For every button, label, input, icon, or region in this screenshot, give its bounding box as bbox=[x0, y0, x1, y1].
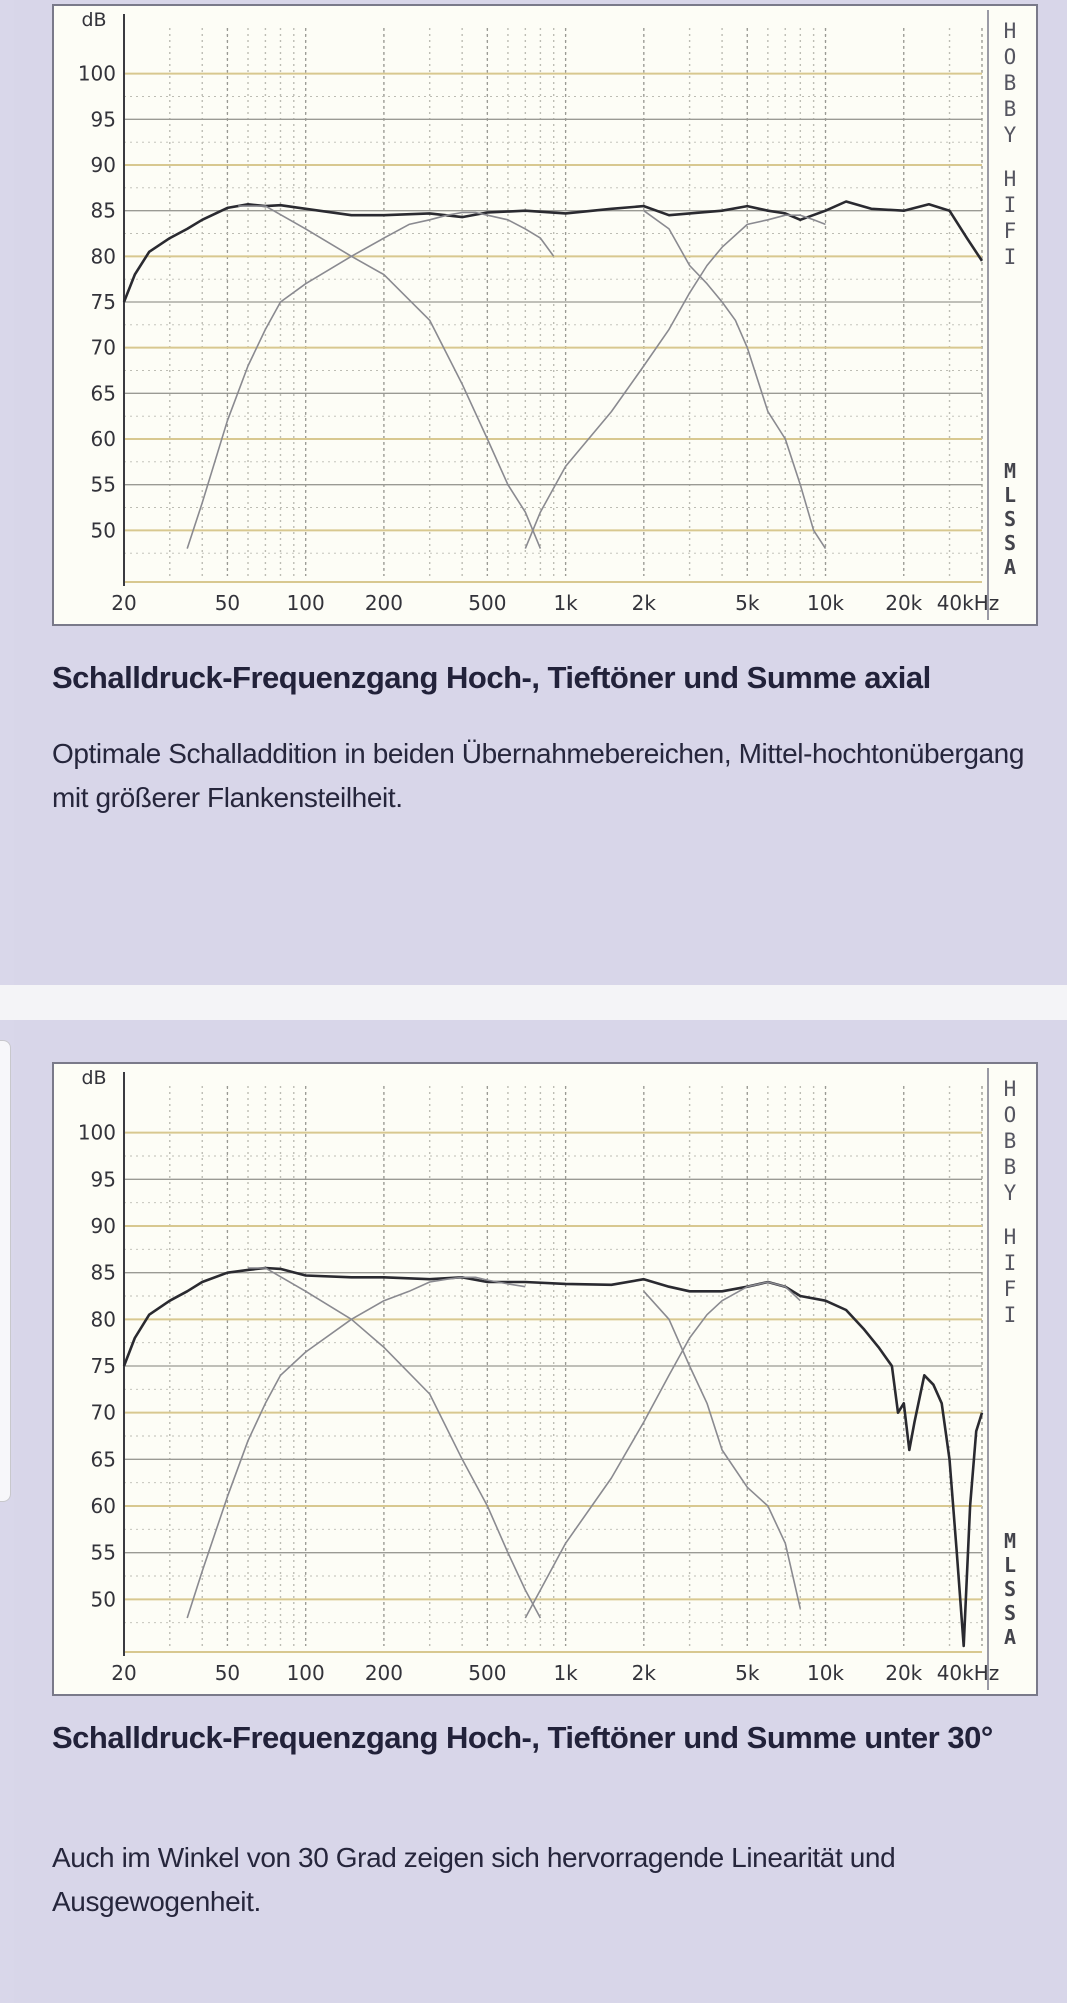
series bbox=[124, 1268, 982, 1646]
x-tick-label: 10k bbox=[806, 1661, 845, 1685]
side-brand-letter: Y bbox=[1003, 123, 1017, 147]
side-brand-letter: H bbox=[1003, 167, 1017, 191]
y-tick-label: 50 bbox=[90, 1587, 116, 1612]
side-method-letter: L bbox=[1003, 1553, 1017, 1577]
panel-separator bbox=[0, 985, 1067, 1020]
side-label-brand bbox=[1004, 1077, 1017, 1327]
chart-panel-30deg bbox=[14, 1020, 1067, 2003]
series-line-woofer bbox=[187, 213, 554, 549]
y-axis-label: dB bbox=[81, 1067, 107, 1089]
side-brand-letter: I bbox=[1003, 193, 1017, 217]
x-tick-label: 1k bbox=[553, 591, 578, 615]
y-tick-label: 60 bbox=[90, 427, 116, 451]
x-tick-label: 40kHz bbox=[936, 1661, 1000, 1685]
x-tick-label: 1k bbox=[553, 1661, 578, 1685]
y-tick-label: 65 bbox=[90, 381, 116, 406]
x-tick-label: 2k bbox=[631, 591, 656, 615]
x-tick-label: 5k bbox=[735, 591, 760, 615]
side-brand-letter: B bbox=[1003, 1155, 1017, 1179]
y-tick-label: 85 bbox=[90, 1260, 116, 1285]
y-tick-label: 75 bbox=[90, 290, 116, 314]
chart-frame bbox=[52, 4, 1038, 626]
frequency-response-chart bbox=[54, 1064, 1036, 1694]
y-tick-label: 70 bbox=[90, 335, 116, 360]
side-method-letter: S bbox=[1003, 1601, 1017, 1625]
side-brand-letter: O bbox=[1003, 45, 1017, 69]
side-method-letter: S bbox=[1003, 1577, 1017, 1601]
chart-caption-title: Schalldruck-Frequenzgang Hoch-, Tieftöner und Summe unter 30° bbox=[52, 1720, 993, 1755]
x-tick-label: 100 bbox=[286, 591, 325, 615]
side-brand-letter: F bbox=[1003, 1277, 1017, 1301]
x-tick-labels bbox=[111, 1661, 999, 1685]
side-brand-letter: B bbox=[1003, 1129, 1017, 1153]
series-line-woofer bbox=[187, 1277, 525, 1618]
series bbox=[124, 202, 982, 549]
x-tick-label: 50 bbox=[214, 1661, 241, 1685]
x-tick-label: 2k bbox=[631, 1661, 656, 1685]
y-tick-labels bbox=[78, 62, 116, 543]
x-tick-label: 20 bbox=[111, 1661, 137, 1685]
series-line-tweeter bbox=[525, 215, 825, 548]
y-tick-label: 100 bbox=[77, 61, 116, 86]
y-tick-label: 100 bbox=[77, 1120, 116, 1145]
side-method-letter: S bbox=[1003, 531, 1017, 555]
chart-caption-title: Schalldruck-Frequenzgang Hoch-, Tieftöner und Summe axial bbox=[52, 660, 931, 695]
x-tick-label: 40kHz bbox=[936, 591, 1000, 615]
side-label-method bbox=[1004, 459, 1016, 579]
y-tick-label: 95 bbox=[90, 107, 116, 132]
chart-frame bbox=[52, 1062, 1038, 1696]
y-tick-label: 55 bbox=[90, 1540, 116, 1565]
y-tick-label: 80 bbox=[90, 1307, 116, 1332]
x-tick-label: 50 bbox=[214, 591, 241, 615]
side-brand-letter: I bbox=[1003, 245, 1017, 269]
side-brand-letter: I bbox=[1003, 1303, 1017, 1327]
x-tick-label: 200 bbox=[364, 1661, 404, 1685]
side-brand-letter: O bbox=[1003, 1103, 1017, 1127]
y-tick-label: 70 bbox=[90, 1400, 116, 1425]
series-line-highpass-tweeter-cross bbox=[644, 211, 826, 549]
side-brand-letter: H bbox=[1003, 1077, 1017, 1101]
side-brand-letter: F bbox=[1003, 219, 1017, 243]
grid bbox=[124, 28, 982, 582]
chart-caption-text: Optimale Schalladdition in beiden Übernahmebereichen, Mittel-hochtonübergang mit größerer Flankensteilheit. bbox=[52, 738, 1025, 813]
series-line-lowpass-woofer-cross bbox=[238, 206, 540, 548]
y-tick-labels bbox=[78, 1121, 116, 1612]
side-brand-letter: I bbox=[1003, 1251, 1017, 1275]
x-tick-label: 500 bbox=[468, 1661, 507, 1685]
x-tick-label: 5k bbox=[735, 1661, 760, 1685]
side-brand-letter: H bbox=[1003, 1225, 1017, 1249]
side-brand-letter: B bbox=[1003, 71, 1017, 95]
series-line-sum bbox=[124, 202, 982, 303]
x-tick-labels bbox=[111, 591, 999, 615]
x-tick-label: 500 bbox=[468, 591, 507, 615]
side-brand-letter: B bbox=[1003, 97, 1017, 121]
chart-caption-text: Auch im Winkel von 30 Grad zeigen sich hervorragende Linearität und Ausgewogenheit. bbox=[52, 1842, 896, 1917]
y-tick-label: 65 bbox=[90, 1447, 116, 1472]
x-tick-label: 100 bbox=[286, 1661, 325, 1685]
side-method-letter: A bbox=[1003, 555, 1017, 579]
y-tick-label: 95 bbox=[90, 1167, 116, 1192]
y-tick-label: 55 bbox=[90, 472, 116, 497]
series-line-lowpass-woofer-cross bbox=[248, 1268, 540, 1618]
y-tick-label: 90 bbox=[90, 1214, 116, 1238]
frequency-response-chart bbox=[54, 6, 1036, 624]
y-tick-label: 75 bbox=[90, 1354, 116, 1378]
side-method-letter: M bbox=[1003, 459, 1017, 483]
series-line-tweeter bbox=[525, 1282, 800, 1618]
y-axis-label: dB bbox=[81, 9, 107, 31]
side-scroll-tab[interactable] bbox=[0, 1040, 11, 1502]
chart-panel-axial bbox=[14, 0, 1067, 985]
y-tick-label: 90 bbox=[90, 153, 116, 177]
y-tick-label: 60 bbox=[90, 1494, 116, 1518]
y-tick-label: 85 bbox=[90, 198, 116, 223]
side-label-method bbox=[1004, 1529, 1016, 1649]
side-brand-letter: Y bbox=[1003, 1181, 1017, 1205]
y-tick-label: 80 bbox=[90, 244, 116, 269]
side-label-brand bbox=[1004, 19, 1017, 269]
x-tick-label: 20 bbox=[111, 591, 137, 615]
side-method-letter: S bbox=[1003, 507, 1017, 531]
x-tick-label: 10k bbox=[806, 591, 845, 615]
x-tick-label: 200 bbox=[364, 591, 404, 615]
x-tick-label: 20k bbox=[885, 1661, 923, 1685]
side-method-letter: M bbox=[1003, 1529, 1017, 1553]
series-line-sum bbox=[124, 1268, 982, 1646]
y-tick-label: 50 bbox=[90, 518, 116, 543]
side-method-letter: A bbox=[1003, 1625, 1017, 1649]
side-brand-letter: H bbox=[1003, 19, 1017, 43]
side-method-letter: L bbox=[1003, 483, 1017, 507]
x-tick-label: 20k bbox=[885, 591, 923, 615]
